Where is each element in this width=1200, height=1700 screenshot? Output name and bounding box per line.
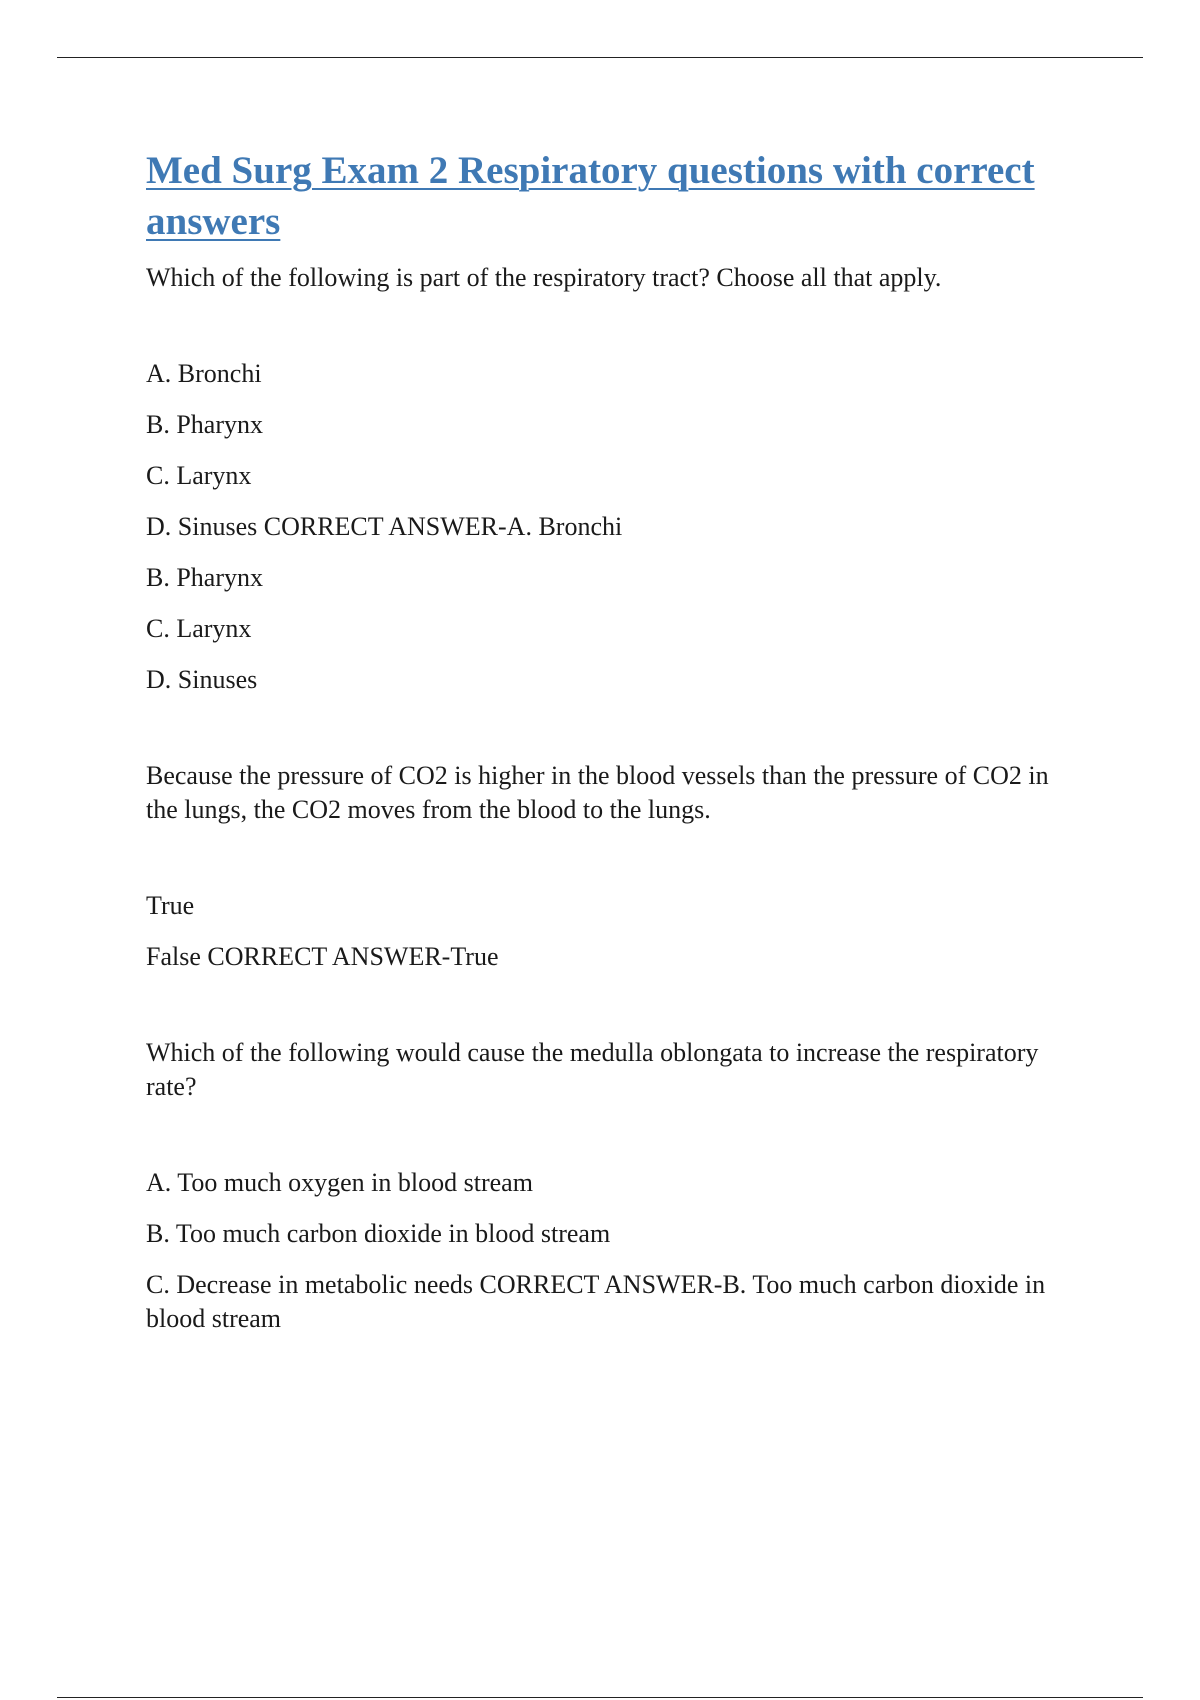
top-rule [57,57,1143,58]
document-body [146,145,1086,1336]
answer-option: D. Sinuses [146,665,258,694]
question-2 [146,759,1086,974]
answer-option: B. Pharynx [146,563,263,592]
answer-option: C. Larynx [146,461,252,490]
answer-option-with-correct-answer: False CORRECT ANSWER-True [146,942,499,971]
answer-option-with-correct-answer: C. Decrease in metabolic needs CORRECT ANSWER-B. Too much carbon dioxide in blood stream [146,1270,1046,1333]
answer-option: A. Bronchi [146,359,262,388]
bottom-rule [57,1697,1143,1698]
question-1 [146,261,1086,697]
document-title: Med Surg Exam 2 Respiratory questions with correct answers [146,149,1035,243]
question-3 [146,1036,1086,1336]
question-prompt: Which of the following would cause the medulla oblongata to increase the respiratory rate? [146,1038,1039,1101]
question-prompt: Which of the following is part of the respiratory tract? Choose all that apply. [146,263,942,292]
answer-option: A. Too much oxygen in blood stream [146,1168,533,1197]
answer-option: C. Larynx [146,614,252,643]
question-prompt: Because the pressure of CO2 is higher in the blood vessels than the pressure of CO2 in the lungs, the CO2 moves from the blood to the lungs. [146,761,1049,824]
answer-option: True [146,891,195,920]
answer-option-with-correct-answer: D. Sinuses CORRECT ANSWER-A. Bronchi [146,512,623,541]
answer-option: B. Pharynx [146,410,263,439]
answer-option: B. Too much carbon dioxide in blood stream [146,1219,611,1248]
